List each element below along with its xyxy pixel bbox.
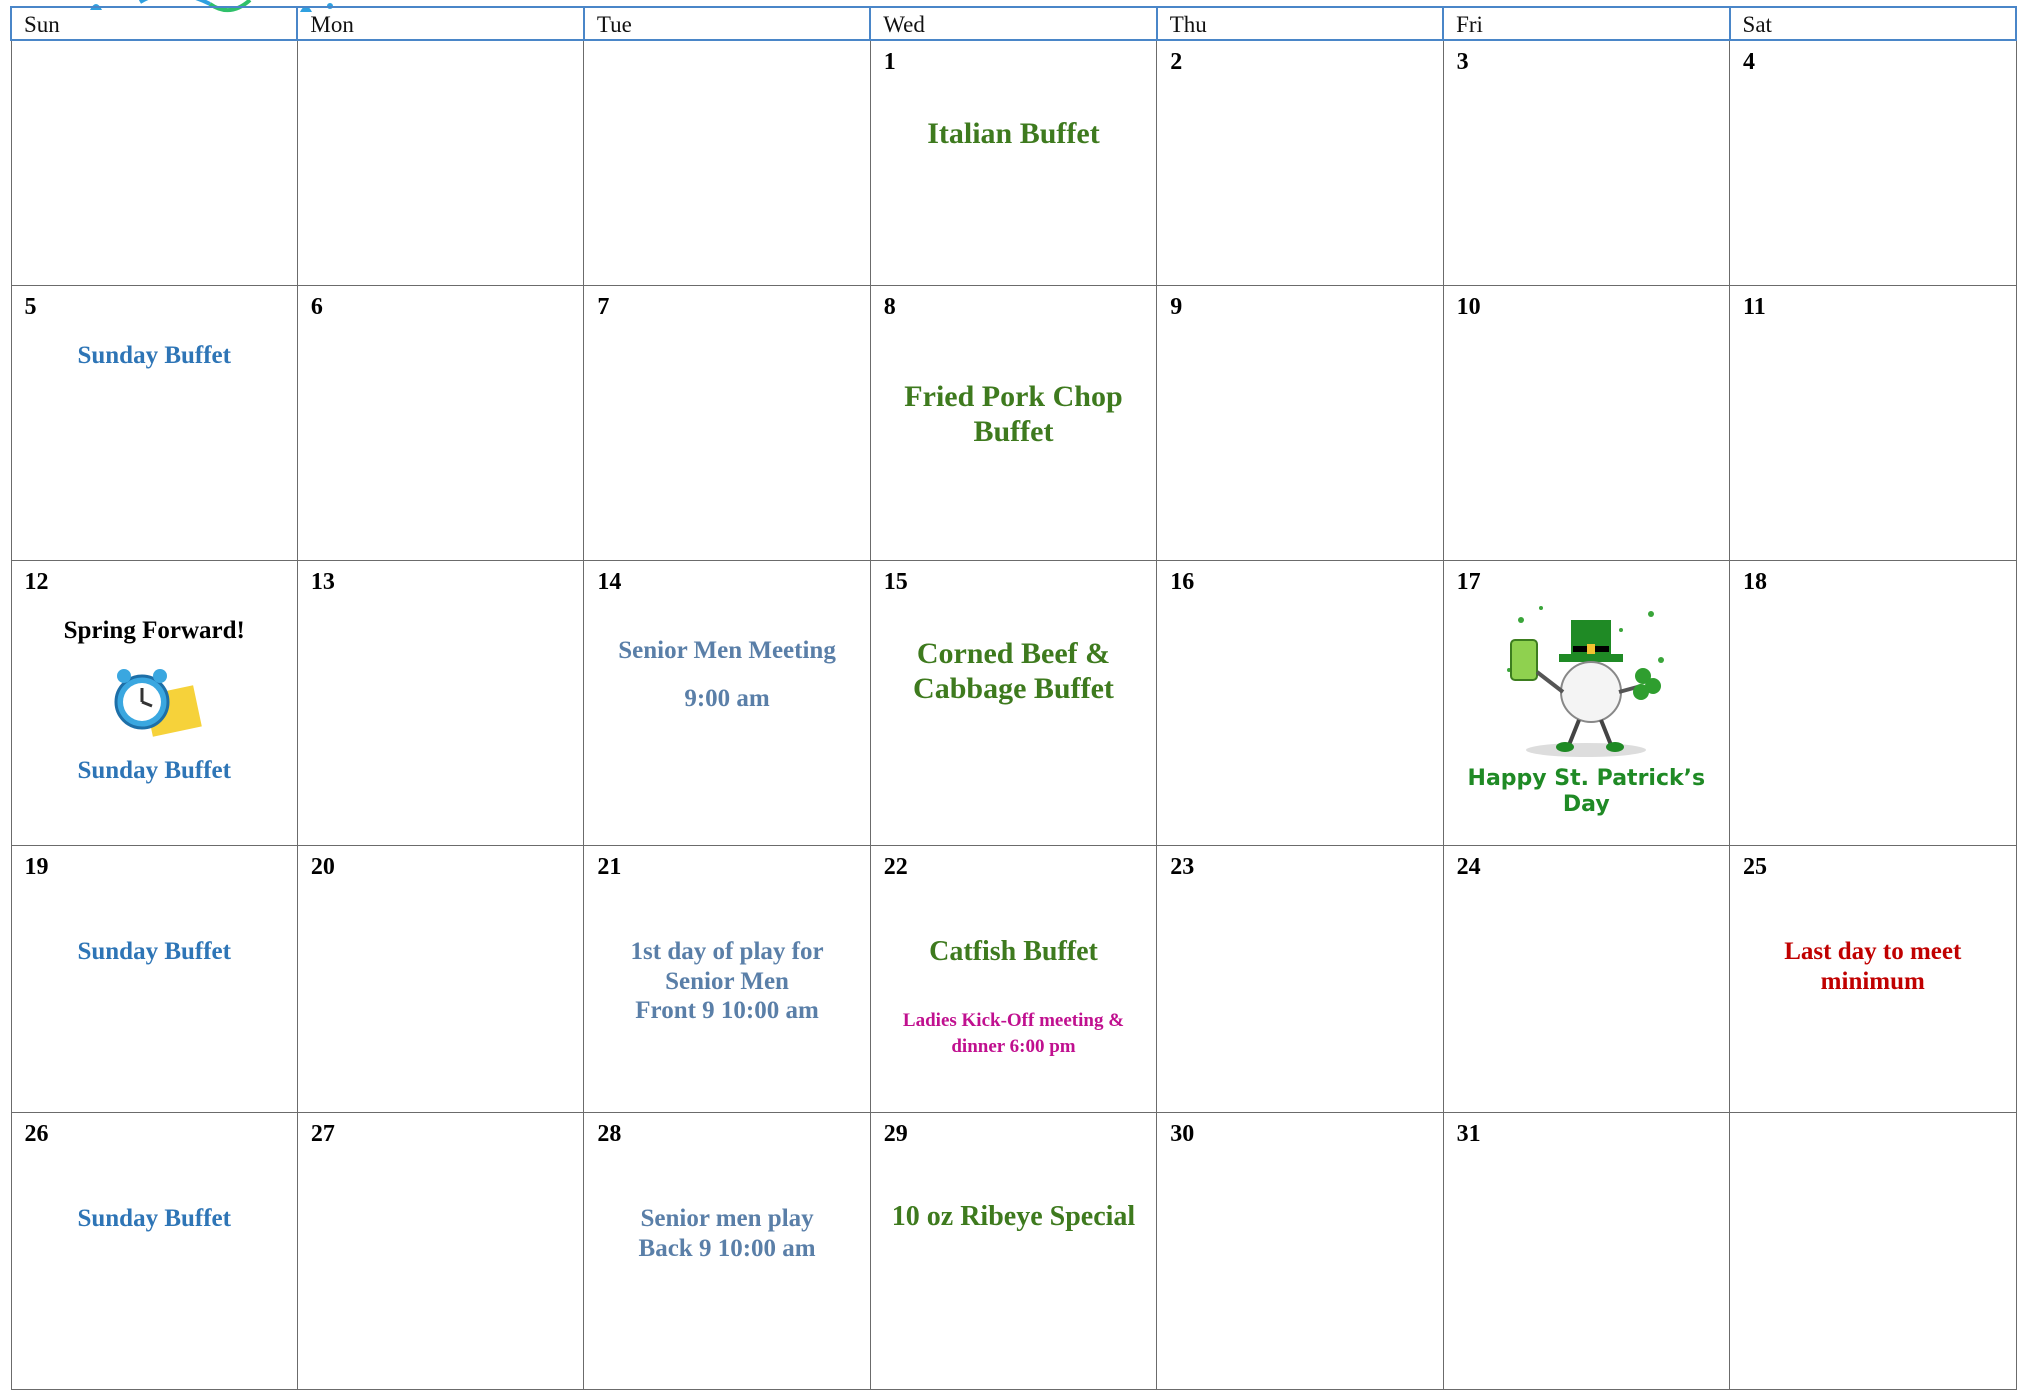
- event-sunday-buffet: Sunday Buffet: [77, 1205, 231, 1232]
- day-number: 17: [1456, 569, 1481, 595]
- day-cell-28: [584, 1113, 870, 1390]
- event-corned-beef-line1: Corned Beef &: [916, 637, 1111, 670]
- event-catfish: Catfish Buffet: [929, 936, 1098, 967]
- leprechaun-golf-ball-icon: [1501, 600, 1671, 760]
- weekday-wed: Wed: [870, 7, 1156, 40]
- day-number: 8: [883, 294, 896, 320]
- day-number: 27: [310, 1121, 335, 1147]
- day-cell-20: [297, 846, 583, 1113]
- event-senior-play-line2: Back 9 10:00 am: [638, 1234, 816, 1262]
- day-number: 12: [24, 569, 49, 595]
- day-number: 31: [1456, 1121, 1481, 1147]
- day-number: 2: [1170, 49, 1183, 75]
- day-cell-8: [870, 286, 1156, 561]
- day-cell-7: [584, 286, 870, 561]
- day-number: 7: [597, 294, 610, 320]
- event-sunday-buffet: Sunday Buffet: [77, 938, 231, 965]
- day-cell-5: [11, 286, 297, 561]
- day-number: 20: [310, 854, 335, 880]
- empty-day-cell: [297, 40, 583, 286]
- day-cell-29: [870, 1113, 1156, 1390]
- day-cell-31: [1443, 1113, 1729, 1390]
- weekday-tue: Tue: [584, 7, 870, 40]
- day-cell-9: [1157, 286, 1443, 561]
- day-cell-30: [1157, 1113, 1443, 1390]
- day-number: 24: [1456, 854, 1481, 880]
- empty-day-cell: [11, 40, 297, 286]
- event-pork-chop-line2: Buffet: [973, 415, 1054, 449]
- day-number: 22: [883, 854, 908, 880]
- event-senior-meeting-time: 9:00 am: [684, 684, 770, 712]
- day-number: 23: [1170, 854, 1195, 880]
- event-st-patricks: Happy St. Patrick’s Day: [1467, 766, 1706, 817]
- day-number: 25: [1743, 854, 1768, 880]
- day-cell-23: [1157, 846, 1443, 1113]
- weekday-header-row: [11, 7, 2016, 40]
- week-row-4: [11, 846, 2016, 1113]
- day-number: 16: [1170, 569, 1195, 595]
- event-ribeye: 10 oz Ribeye Special: [891, 1201, 1136, 1232]
- event-senior-meeting: Senior Men Meeting: [618, 637, 836, 664]
- event-senior-play-line1: Senior men play: [640, 1205, 814, 1232]
- day-number: 4: [1743, 49, 1756, 75]
- day-cell-14: [584, 561, 870, 846]
- event-sunday-buffet: Sunday Buffet: [77, 342, 231, 369]
- day-cell-18: [1730, 561, 2016, 846]
- day-number: 5: [24, 294, 37, 320]
- day-cell-15: [870, 561, 1156, 846]
- weekday-fri: Fri: [1443, 7, 1729, 40]
- day-cell-1: [870, 40, 1156, 286]
- event-italian-buffet: Italian Buffet: [927, 117, 1100, 150]
- day-cell-11: [1730, 286, 2016, 561]
- event-first-day-line3: Front 9 10:00 am: [635, 997, 819, 1024]
- day-number: 6: [310, 294, 323, 320]
- event-sunday-buffet: Sunday Buffet: [77, 756, 231, 784]
- day-number: 29: [883, 1121, 908, 1147]
- empty-day-cell: [1730, 1113, 2016, 1390]
- day-number: 11: [1743, 294, 1766, 320]
- day-number: 26: [24, 1121, 49, 1147]
- day-number: 18: [1743, 569, 1768, 595]
- day-cell-2: [1157, 40, 1443, 286]
- empty-day-cell: [584, 40, 870, 286]
- event-last-day-line1: Last day to meet: [1784, 938, 1962, 965]
- day-number: 3: [1456, 49, 1469, 75]
- day-cell-12: [11, 561, 297, 846]
- calendar-grid: [10, 6, 2017, 1390]
- event-first-day-line2: Senior Men: [665, 967, 789, 995]
- day-number: 28: [597, 1121, 622, 1147]
- day-cell-6: [297, 286, 583, 561]
- day-number: 13: [310, 569, 335, 595]
- week-row-5: [11, 1113, 2016, 1390]
- alarm-clock-icon: [104, 660, 204, 740]
- day-cell-27: [297, 1113, 583, 1390]
- day-cell-3: [1443, 40, 1729, 286]
- day-number: 9: [1170, 294, 1183, 320]
- event-first-day-line1: 1st day of play for: [630, 938, 824, 965]
- day-cell-13: [297, 561, 583, 846]
- day-cell-26: [11, 1113, 297, 1390]
- day-cell-10: [1443, 286, 1729, 561]
- day-number: 19: [24, 854, 49, 880]
- event-last-day-line2: minimum: [1820, 967, 1925, 995]
- day-cell-21: [584, 846, 870, 1113]
- day-cell-16: [1157, 561, 1443, 846]
- weekday-sun: Sun: [11, 7, 297, 40]
- day-number: 21: [597, 854, 622, 880]
- event-pork-chop-line1: Fried Pork Chop: [904, 380, 1123, 413]
- event-ladies-line1: Ladies Kick-Off meeting &: [902, 1010, 1125, 1032]
- day-number: 15: [883, 569, 908, 595]
- week-row-3: [11, 561, 2016, 846]
- day-number: 10: [1456, 294, 1481, 320]
- day-cell-4: [1730, 40, 2016, 286]
- day-number: 14: [597, 569, 622, 595]
- weekday-sat: Sat: [1730, 7, 2016, 40]
- weekday-thu: Thu: [1157, 7, 1443, 40]
- day-number: 30: [1170, 1121, 1195, 1147]
- week-row-2: [11, 286, 2016, 561]
- day-cell-17: [1443, 561, 1729, 846]
- weekday-mon: Mon: [297, 7, 583, 40]
- day-cell-19: [11, 846, 297, 1113]
- day-cell-25: [1730, 846, 2016, 1113]
- event-spring-forward: Spring Forward!: [63, 617, 245, 644]
- day-cell-22: [870, 846, 1156, 1113]
- week-row-1: [11, 40, 2016, 286]
- day-cell-24: [1443, 846, 1729, 1113]
- event-corned-beef-line2: Cabbage Buffet: [913, 672, 1114, 706]
- event-ladies-line2: dinner 6:00 pm: [951, 1036, 1076, 1058]
- day-number: 1: [883, 49, 896, 75]
